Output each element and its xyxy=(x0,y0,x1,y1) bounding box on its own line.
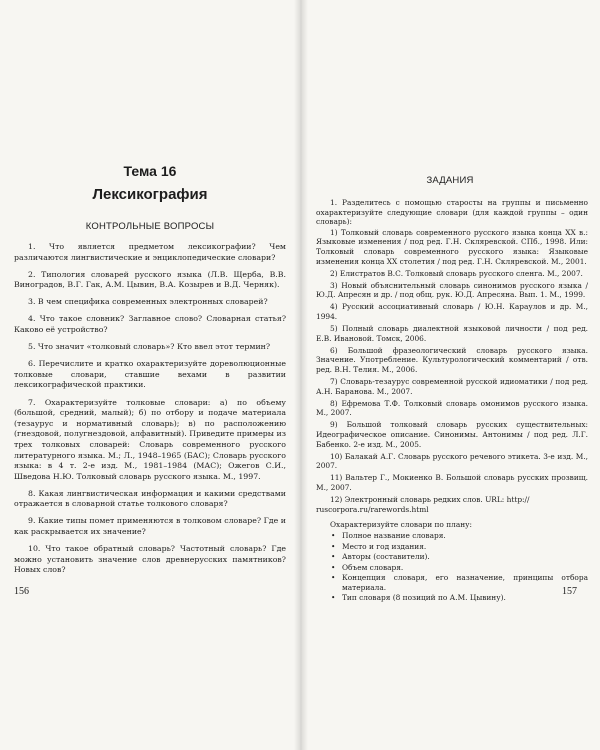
plan-item: • Полное название словаря. xyxy=(342,531,588,541)
dictionary-item: 9) Большой толковый словарь русских существительных: Идеографическое описание. Синонимы. Антонимы / под ред. Л.Г. Бабенко. 2-е изд. М., 2005. xyxy=(316,420,588,449)
dictionary-item-12 xyxy=(316,495,588,514)
topic-heading: Тема 16 xyxy=(123,163,177,179)
question-item: 2. Типология словарей русского языка (Л.В. Щерба, В.В. Виноградов, В.Г. Гак, А.М. Цывин, В.А. Козырев и В.Д. Черняк). xyxy=(14,269,286,290)
dictionary-item: 6) Большой фразеологический словарь русского языка. Значение. Употребление. Культурологический комментарий / отв. ред. В.Н. Телия. М., 2006. xyxy=(316,345,588,374)
question-item: 3. В чем специфика современных электронных словарей? xyxy=(28,297,268,307)
dictionary-item-12-text: 12) Электронный словарь редких слов. URL: http:// xyxy=(330,495,530,505)
dictionary-item: 8) Ефремова Т.Ф. Толковый словарь омонимов русского языка. М., 2007. xyxy=(316,398,588,418)
question-item: 1. Что является предметом лексикографии? Чем различаются лингвистические и энциклопедические словари? xyxy=(14,242,286,262)
dictionary-item: 5) Полный словарь диалектной языковой личности / под ред. Е.В. Ивановой. Томск, 2006. xyxy=(316,324,588,343)
question-item: 4. Что такое словник? Заглавное слово? Словарная статья? Каково её устройство? xyxy=(14,314,286,335)
plan-item: • Концепция словаря, его назначение, принципы отбора материала. xyxy=(342,573,588,592)
control-questions-heading: КОНТРОЛЬНЫЕ ВОПРОСЫ xyxy=(85,221,215,232)
plan-item: • Объем словаря. xyxy=(342,563,588,573)
tasks-block xyxy=(316,198,588,604)
plan-list xyxy=(316,531,588,603)
book-gutter xyxy=(294,0,308,750)
question-item: 6. Перечислите и кратко охарактеризуйте дореволюционные толковые словари, ставшие вехами в развитии лексикографической практики. xyxy=(14,359,286,390)
chapter-title: Лексикография xyxy=(92,186,208,203)
page-number-right: 157 xyxy=(562,586,577,597)
plan-heading: Охарактеризуйте словари по плану: xyxy=(330,520,472,530)
tasks-heading: ЗАДАНИЯ xyxy=(426,175,474,186)
dictionary-item: 7) Словарь-тезаурус современной русской идиоматики / под ред. А.Н. Баранова. М., 2007. xyxy=(316,377,588,396)
plan-item: • Тип словаря (8 позиций по А.М. Цывину). xyxy=(342,593,588,603)
plan-item: • Авторы (составители). xyxy=(342,552,588,562)
questions-list xyxy=(14,242,286,582)
rarewords-link[interactable]: ruscorpora.ru/rarewords.html xyxy=(316,504,429,514)
task-intro: 1. Разделитесь с помощью старосты на группы и письменно охарактеризуйте следующие словари (для каждой группы – один словарь): xyxy=(316,198,588,227)
question-item: 5. Что значит «толковый словарь»? Кто ввел этот термин? xyxy=(28,342,271,352)
dictionary-item: 11) Вальтер Г., Мокиенко В. Большой словарь русских прозвищ. М., 2007. xyxy=(316,473,588,493)
question-item: 7. Охарактеризуйте толковые словари: а) по объему (большой, средний, малый); б) по отбору и подаче материала (тезаурус и нормативный словарь); в) по расположению (гнездовой, полугнездовой, алфавитный). Приведите примеры из трех толковых словарей: Словарь современного русского литературного языка. М.; Л., 1948–1965 (БАС); Словарь русского языка: в 4 т. 2-е изд. М., 1981–1984 (МАС); Ожегов С.И., Шведова Н.Ю. Толковый словарь русского языка. М., 1997. xyxy=(14,397,286,481)
dictionary-item: 2) Елистратов В.С. Толковый словарь русского сленга. М., 2007. xyxy=(330,268,583,278)
page-number-left: 156 xyxy=(14,586,29,597)
dictionary-item: 10) Балакай А.Г. Словарь русского речевого этикета. 3-е изд. М., 2007. xyxy=(316,451,588,471)
dictionary-item: 3) Новый объяснительный словарь синонимов русского языка / Ю.Д. Апресян и др. / под общ. рук. Ю.Д. Апресяна. Вып. 1. М., 1999. xyxy=(316,280,588,300)
question-item: 9. Какие типы помет применяются в толковом словаре? Где и как раскрывается их значение? xyxy=(14,516,286,537)
dictionary-item: 4) Русский ассоциативный словарь / Ю.Н. Караулов и др. М., 1994. xyxy=(316,302,588,322)
dictionary-item: 1) Толковый словарь современного русского языка конца XX в.: Языковые изменения / под ред. Г.Н. Скляревской. СПб., 1998. Или: Толковый словарь современного русского языка: Языковые изменения конца XX столетия / под ред. Г.Н. Скляревской. М., 2001. xyxy=(316,227,588,266)
question-item: 8. Какая лингвистическая информация и какими средствами отражается в словарной статье толкового словаря? xyxy=(14,488,286,509)
plan-item: • Место и год издания. xyxy=(342,542,588,552)
question-item: 10. Что такое обратный словарь? Частотный словарь? Где можно установить значение слов древнерусских памятников? Новых слов? xyxy=(14,544,286,575)
